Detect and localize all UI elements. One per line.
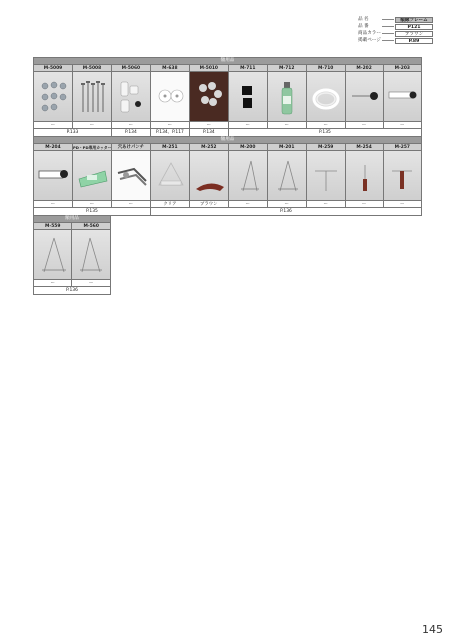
product-photo-stand-large-b	[72, 230, 110, 280]
legend-value: ブラウン	[395, 31, 433, 37]
page-ref: P.134、P.117	[151, 129, 190, 136]
page-ref-row	[34, 287, 110, 294]
product-color: ー	[151, 122, 190, 129]
product-code: 穴あけパンチ	[112, 144, 151, 151]
code-row	[34, 65, 421, 72]
product-color: ー	[112, 122, 151, 129]
page-ref: P.134	[190, 129, 229, 136]
page-ref-row	[34, 208, 421, 215]
product-photo-wire-hanger-a	[346, 72, 384, 122]
legend-leader	[382, 40, 394, 41]
product-photo-stand-large-a	[34, 230, 72, 280]
product-code: PD・PD専用カッター	[72, 145, 112, 150]
legend-label: 品 名	[358, 17, 369, 22]
product-color: ー	[34, 201, 73, 208]
product-photo-wire-hanger-b	[384, 72, 421, 122]
product-photo-plates	[112, 72, 151, 122]
product-photo-easel-clear	[151, 151, 190, 201]
product-photo-stand-b	[268, 151, 307, 201]
product-code: M-5010	[190, 65, 229, 72]
product-code: M-251	[151, 144, 190, 151]
product-photo-easel-brown	[190, 151, 229, 201]
product-photo-stand-a	[229, 151, 268, 201]
product-color: クリア	[151, 201, 190, 208]
photo-row	[34, 72, 421, 122]
product-color: ー	[72, 280, 110, 287]
product-photo-hanger	[34, 151, 73, 201]
product-code: M-254	[346, 144, 384, 151]
table-band: 額用品	[34, 216, 110, 223]
product-photo-stand-c	[307, 151, 346, 201]
legend-row-color	[358, 30, 433, 37]
page-number: 145	[422, 623, 443, 636]
product-photo-wire	[307, 72, 346, 122]
product-color: ー	[384, 201, 421, 208]
legend-row-code	[358, 23, 433, 30]
product-code: M-710	[307, 65, 346, 72]
product-photo-cutter	[73, 151, 112, 201]
product-code: M-5060	[112, 65, 151, 72]
legend-leader	[382, 26, 394, 27]
product-photo-punch	[112, 151, 151, 201]
code-row	[34, 144, 421, 151]
photo-row	[34, 151, 421, 201]
product-photo-spray	[268, 72, 307, 122]
product-table-3	[33, 215, 111, 295]
product-code: M-200	[229, 144, 268, 151]
product-color: ー	[307, 122, 346, 129]
product-color: ー	[384, 122, 421, 129]
color-row	[34, 122, 421, 129]
product-color: ー	[34, 122, 73, 129]
page-ref: P.134	[112, 129, 151, 136]
product-code: M-257	[384, 144, 421, 151]
product-code: M-5008	[73, 65, 112, 72]
product-code: M-711	[229, 65, 268, 72]
product-code: M-203	[384, 65, 421, 72]
product-table-1	[33, 57, 422, 137]
product-color: ー	[112, 201, 151, 208]
page-ref: P.136	[66, 288, 78, 293]
legend	[358, 16, 433, 44]
product-table-2	[33, 136, 422, 216]
product-code: M-712	[268, 65, 307, 72]
product-code: M-5009	[34, 65, 73, 72]
page-ref: P.136	[280, 209, 292, 214]
product-photo-tape	[229, 72, 268, 122]
product-code: M-204	[34, 144, 73, 151]
product-photo-brackets	[151, 72, 190, 122]
product-color: ー	[268, 201, 307, 208]
product-photo-screws	[73, 72, 112, 122]
product-code: M-201	[268, 144, 307, 151]
legend-value: P.89	[395, 38, 433, 44]
legend-leader	[382, 33, 394, 34]
legend-label: 掲載ページ	[358, 38, 381, 43]
product-color: ー	[229, 122, 268, 129]
product-color: ー	[229, 201, 268, 208]
legend-value: P121	[395, 24, 433, 30]
product-photo-hooks	[34, 72, 73, 122]
product-code: M-638	[151, 65, 190, 72]
product-color: ー	[346, 122, 384, 129]
color-row	[34, 280, 110, 287]
product-photo-peg	[346, 151, 384, 201]
legend-label: 品 番	[358, 24, 369, 29]
product-color: ー	[346, 201, 384, 208]
product-color: ー	[34, 280, 72, 287]
product-code: M-259	[307, 144, 346, 151]
product-photo-clips	[190, 72, 229, 122]
legend-row-page	[358, 37, 433, 44]
page-ref-row	[34, 129, 421, 136]
color-row	[34, 201, 421, 208]
product-code: M-252	[190, 144, 229, 151]
product-color: ー	[190, 122, 229, 129]
product-photo-peg-bar	[384, 151, 421, 201]
photo-row	[34, 230, 110, 280]
legend-row-name	[358, 16, 433, 23]
product-color: ブラウン	[190, 201, 229, 208]
legend-leader	[382, 19, 394, 20]
product-code: M-202	[346, 65, 384, 72]
product-color: ー	[268, 122, 307, 129]
product-code: M-559	[34, 223, 72, 230]
product-color: ー	[73, 201, 112, 208]
page-ref: P.133	[34, 129, 112, 136]
legend-value: 額縁フレーム	[395, 17, 433, 23]
product-color: ー	[73, 122, 112, 129]
product-code: M-560	[72, 223, 110, 230]
product-color: ー	[307, 201, 346, 208]
legend-label: 商品カラー	[358, 31, 381, 36]
table-band: 額用品	[34, 137, 421, 144]
page-ref: P.135	[34, 208, 151, 215]
code-row	[34, 223, 110, 230]
table-band: 額用品	[34, 58, 421, 65]
page-ref: P.135	[319, 130, 331, 135]
